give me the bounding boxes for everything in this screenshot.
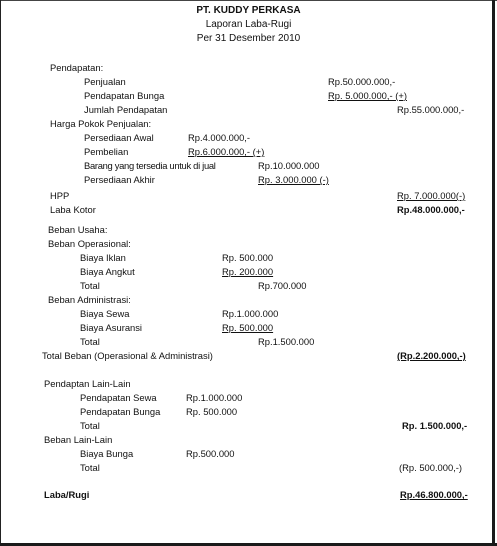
persediaan-akhir-label: Persediaan Akhir: [84, 174, 155, 185]
hpp-heading: Harga Pokok Penjualan:: [50, 118, 152, 129]
beban-usaha-heading: Beban Usaha:: [48, 224, 108, 235]
laba-rugi-label: Laba/Rugi: [44, 489, 90, 500]
laba-kotor-label: Laba Kotor: [50, 204, 96, 215]
persediaan-awal-value: Rp.4.000.000,-: [188, 132, 251, 143]
top-border: [0, 0, 497, 1]
biaya-asuransi-label: Biaya Asuransi: [80, 322, 143, 333]
administrasi-total-label: Total: [80, 336, 100, 347]
hpp-label: HPP: [50, 190, 70, 201]
jumlah-pendapatan-label: Jumlah Pendapatan: [84, 104, 168, 115]
persediaan-awal-label: Persediaan Awal: [84, 132, 154, 143]
beban-lain-heading: Beban Lain-Lain: [44, 434, 113, 445]
beban-lain-total-value: (Rp. 500.000,-): [399, 462, 463, 473]
pendapatan-lain-total-label: Total: [80, 420, 100, 431]
beban-lain-total-label: Total: [80, 462, 100, 473]
administrasi-total-value: Rp.1.500.000: [258, 336, 315, 347]
pembelian-value: Rp.6.000.000,- (+): [188, 146, 265, 157]
biaya-angkut-label: Biaya Angkut: [80, 266, 135, 277]
pendapatan-sewa-value: Rp.1.000.000: [186, 392, 243, 403]
laba-rugi-value: Rp.46.800.000,-: [400, 489, 468, 500]
biaya-asuransi-value: Rp. 500.000: [222, 322, 274, 333]
beban-administrasi-heading: Beban Administrasi:: [48, 294, 131, 305]
pendapatan-lain-heading: Pendaptan Lain-Lain: [44, 378, 131, 389]
pendapatan-bunga-value: Rp. 5.000.000,- (+): [328, 90, 407, 101]
report-period: Per 31 Desember 2010: [196, 33, 301, 44]
laba-kotor-value: Rp.48.000.000,-: [397, 204, 465, 215]
penjualan-value: Rp.50.000.000,-: [328, 76, 396, 87]
biaya-iklan-value: Rp. 500.000: [222, 252, 274, 263]
barang-tersedia-label: Barang yang tersedia untuk di jual: [84, 160, 216, 171]
biaya-bunga-value: Rp.500.000: [186, 448, 235, 459]
pendapatan-bunga-label: Pendapatan Bunga: [84, 90, 165, 101]
left-border: [0, 0, 1, 546]
pendapatan-bunga-lain-label: Pendapatan Bunga: [80, 406, 161, 417]
pendapatan-heading: Pendapatan:: [50, 62, 104, 73]
operasional-total-value: Rp.700.000: [258, 280, 307, 291]
persediaan-akhir-value: Rp. 3.000.000 (-): [258, 174, 329, 185]
biaya-bunga-label: Biaya Bunga: [80, 448, 134, 459]
company-name: PT. KUDDY PERKASA: [196, 5, 301, 16]
pembelian-label: Pembelian: [84, 146, 129, 157]
barang-tersedia-value: Rp.10.000.000: [258, 160, 320, 171]
biaya-angkut-value: Rp. 200.000: [222, 266, 274, 277]
biaya-sewa-label: Biaya Sewa: [80, 308, 130, 319]
report-title: Laporan Laba-Rugi: [205, 19, 292, 30]
total-beban-value: (Rp.2.200.000,-): [397, 350, 466, 361]
pendapatan-lain-total-value: Rp. 1.500.000,-: [402, 420, 468, 431]
biaya-iklan-label: Biaya Iklan: [80, 252, 126, 263]
pendapatan-bunga-lain-value: Rp. 500.000: [186, 406, 238, 417]
jumlah-pendapatan-value: Rp.55.000.000,-: [397, 104, 465, 115]
total-beban-label: Total Beban (Operasional & Administrasi): [42, 350, 213, 361]
biaya-sewa-value: Rp.1.000.000: [222, 308, 279, 319]
beban-operasional-heading: Beban Operasional:: [48, 238, 131, 249]
pendapatan-sewa-label: Pendapatan Sewa: [80, 392, 157, 403]
penjualan-label: Penjualan: [84, 76, 126, 87]
operasional-total-label: Total: [80, 280, 100, 291]
hpp-value: Rp. 7.000.000(-): [397, 190, 466, 201]
right-border: [492, 0, 495, 546]
